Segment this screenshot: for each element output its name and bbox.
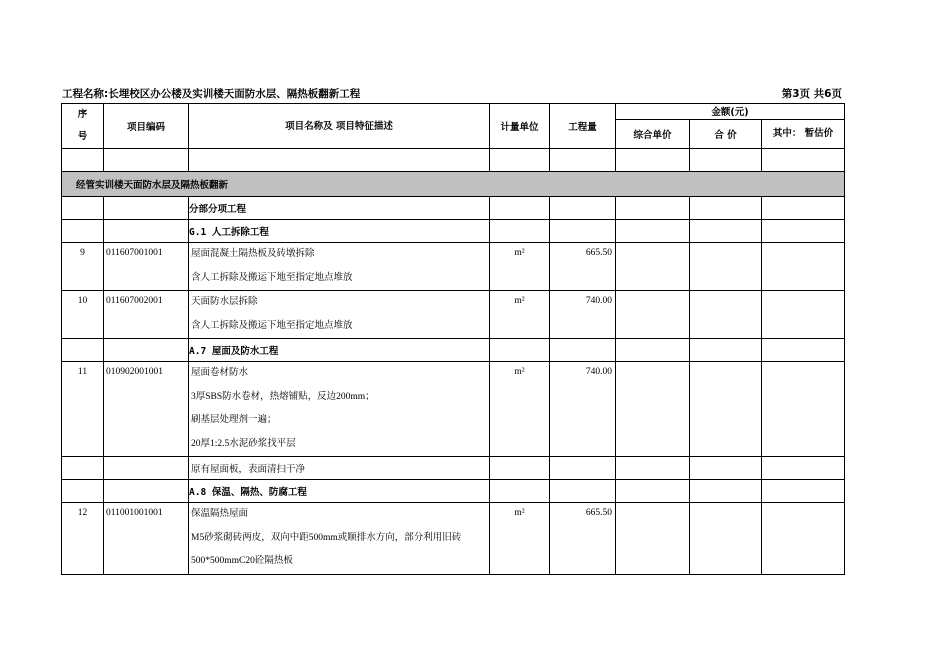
group-row-g1 xyxy=(62,220,845,243)
item-unit: m² xyxy=(490,503,550,575)
group-a7-label: A.7 屋面及防水工程 xyxy=(189,339,490,362)
bill-of-quantities-table xyxy=(61,103,845,575)
item-description xyxy=(189,243,490,291)
item-code: 011607001001 xyxy=(104,243,189,291)
item-unit: m² xyxy=(490,291,550,339)
item-code: 011001001001 xyxy=(104,503,189,575)
item-seq: 11 xyxy=(62,362,104,457)
table-row xyxy=(62,243,845,291)
group-row-a8 xyxy=(62,480,845,503)
item-seq: 9 xyxy=(62,243,104,291)
item-unit: m² xyxy=(490,362,550,457)
section-row xyxy=(62,172,845,197)
item-qty: 740.00 xyxy=(550,362,616,457)
project-title: 工程名称:长埋校区办公楼及实训楼天面防水层、隔热板翻新工程 xyxy=(62,88,361,100)
group-g1-label: G.1 人工拆除工程 xyxy=(189,220,490,243)
item-desc-line: 20厚1:2.5水泥砂浆找平层 xyxy=(191,438,296,449)
item-desc-line: 3厚SBS防水卷材，热熔铺贴，反边200mm； xyxy=(191,391,375,402)
col-amount-header: 金额(元) xyxy=(616,104,845,120)
item-desc-line: 天面防水层拆除 xyxy=(191,297,258,307)
item-desc-line: 屋面混凝土隔热板及砖墩拆除 xyxy=(191,249,315,259)
item-desc-line: 屋面卷材防水 xyxy=(191,368,249,378)
item-desc-line: 500*500mmC20砼隔热板 xyxy=(191,556,293,566)
item-desc-line: 刷基层处理剂一遍； xyxy=(191,415,277,425)
item-unit: m² xyxy=(490,243,550,291)
group-row-part xyxy=(62,197,845,220)
item-description xyxy=(189,362,490,457)
col-seq-bottom: 号 xyxy=(77,131,88,142)
item-qty: 665.50 xyxy=(550,243,616,291)
empty-row xyxy=(62,149,845,172)
section-title: 经管实训楼天面防水层及隔热板翻新 xyxy=(62,172,845,197)
item-desc-line: 含人工拆除及搬运下地至指定地点堆放 xyxy=(191,272,353,283)
group-part-label: 分部分项工程 xyxy=(189,197,490,220)
page-info: 第3页 共6页 xyxy=(781,88,842,100)
col-seq-top: 序 xyxy=(77,109,88,120)
group-a8-label: A.8 保温、隔热、防腐工程 xyxy=(189,480,490,503)
col-unit-header: 计量单位 xyxy=(490,104,550,149)
table-row xyxy=(62,291,845,339)
col-name-header: 项目名称及 项目特征描述 xyxy=(189,104,490,149)
table-row-note xyxy=(62,457,845,480)
item-description xyxy=(189,503,490,575)
item-description xyxy=(189,291,490,339)
col-provisional-header: 其中： 暂估价 xyxy=(762,119,845,148)
col-seq-header xyxy=(62,104,104,149)
item-code: 011607002001 xyxy=(104,291,189,339)
item-qty: 740.00 xyxy=(550,291,616,339)
col-code-header: 项目编码 xyxy=(104,104,189,149)
group-row-a7 xyxy=(62,339,845,362)
item-qty: 665.50 xyxy=(550,503,616,575)
item-code: 010902001001 xyxy=(104,362,189,457)
item-seq: 10 xyxy=(62,291,104,339)
col-total-header: 合 价 xyxy=(690,119,762,148)
item-seq: 12 xyxy=(62,503,104,575)
col-unit-price-header: 综合单价 xyxy=(616,119,690,148)
item-desc-line: 含人工拆除及搬运下地至指定地点堆放 xyxy=(191,320,353,331)
col-qty-header: 工程量 xyxy=(550,104,616,149)
item-desc-line: M5砂浆砌砖两皮，双向中距500mm或顺排水方向，部分利用旧砖 xyxy=(191,532,462,543)
table-row xyxy=(62,362,845,457)
item-note: 原有屋面板，表面清扫干净 xyxy=(189,457,490,480)
table-row xyxy=(62,503,845,575)
header-row-1 xyxy=(62,104,845,120)
item-desc-line: 保温隔热屋面 xyxy=(191,509,249,519)
